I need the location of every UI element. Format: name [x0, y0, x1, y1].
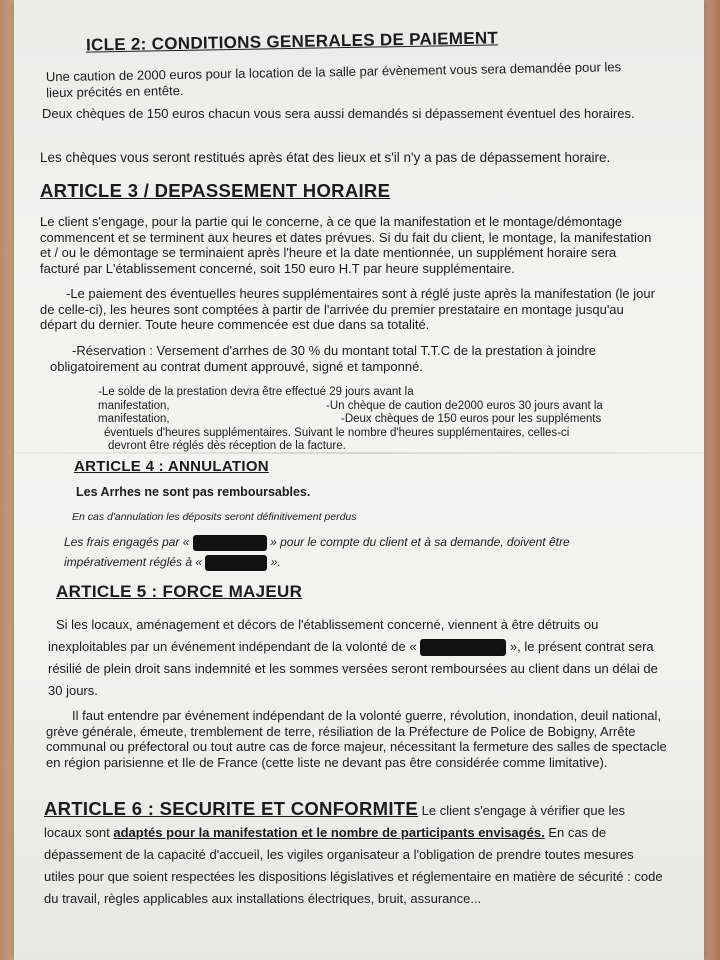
fees-text-c: impérativement réglés à «	[64, 555, 203, 569]
article4-paragraph-3	[64, 532, 624, 572]
fees-text-a: Les frais engagés par «	[64, 535, 190, 549]
article3-paragraph-3: -Réservation : Versement d'arrhes de 30 % du montant total T.T.C de la prestation à joindre obligatoirement au contrat dument approuvé, signé et tamponné.	[50, 343, 596, 374]
safety-text-a: Le client s'engage à vérifier que les locaux sont	[44, 803, 626, 840]
safety-text-c: En cas de dépassement de la capacité d'accueil, les vigiles organisateur a l'obligation de prendre toutes mesures utiles pour que soient respectées les dispositions législatives et réglementaire en matière de sécurité : code du travail, règles applicables aux installations électriques, bruit, assurance...	[44, 825, 663, 906]
p4-line-4: éventuels d'heures supplémentaires. Suivant le nombre d'heures supplémentaires, celles-ci	[104, 426, 570, 439]
article2-paragraph-1: Une caution de 2000 euros pour la location de la salle par évènement vous sera demandée pour les lieux précités en entête.	[45, 59, 622, 100]
fees-text-b: » pour le compte du client et à sa demande, doivent être	[270, 535, 570, 549]
p4-line-3-right: -Deux chèques de 150 euros pour les suppléments	[341, 413, 602, 425]
article5-paragraph-2: Il faut entendre par événement indépendant de la volonté guerre, révolution, inondation, deuil national, grève générale, émeute, tremblement de terre, résiliation de la Préfecture de Police de Bobigny, Arrête communal ou préfectoral ou tout autre cas de force majeur, nécessitant la fermeture des salles de spectacle en région parisienne et Ile de France (cette liste ne devant pas être considérée comme limitative).	[46, 708, 667, 770]
article4-paragraph-2: En cas d'annulation les déposits seront définitivement perdus	[72, 511, 357, 523]
redacted-name	[205, 555, 267, 571]
p4-line-2-left: manifestation,	[98, 399, 170, 412]
p4-line-3	[98, 413, 646, 427]
article6-heading: ARTICLE 6 : SECURITE ET CONFORMITE	[44, 798, 419, 819]
force-majeure-text-a: Si les locaux, aménagement et décors de l'établissement concerné, viennent à être détruits ou inexploitables par un événement indépendant de la volonté de «	[48, 617, 599, 654]
p4-line-3-left: manifestation,	[98, 413, 170, 425]
article3-paragraph-2: -Le paiement des éventuelles heures supplémentaires sont à réglé juste après la manifestation (le jour de celle-ci), les heures sont comptées à partir de l'arrivée du premier prestataire en montage jusqu'au départ du dernier. Toute heure commencée est due dans sa totalité.	[40, 286, 655, 332]
article2-paragraph-3: Les chèques vous seront restitués après état des lieux et s'il n'y a pas de dépassement horaire.	[40, 150, 611, 165]
article3-paragraph-1: Le client s'engage, pour la partie qui le concerne, à ce que la manifestation et le montage/démontage commencent et se terminent aux heures et dates prévues. Si du fait du client, le montage, la manifestation et / ou le démontage se terminaient après l'heure et la date mentionnée, un supplément horaire sera facturé par L'établissement concerné, soit 150 euro H.T par heure supplémentaire.	[40, 214, 652, 276]
article4-paragraph-1: Les Arrhes ne sont pas remboursables.	[76, 485, 311, 499]
article3-heading: ARTICLE 3 / DEPASSEMENT HORAIRE	[40, 180, 391, 201]
article2-paragraph-2: Deux chèques de 150 euros chacun vous sera aussi demandés si dépassement éventuel des horaires.	[42, 106, 635, 121]
article5-heading: ARTICLE 5 : FORCE MAJEUR	[56, 582, 303, 601]
force-majeure-text-b: », le présent contrat sera résilié de plein droit sans indemnité et les sommes versées seront remboursées au client dans un délai de 30 jours.	[48, 639, 658, 698]
article2-heading: ICLE 2: CONDITIONS GENERALES DE PAIEMENT	[85, 28, 499, 55]
article3-paragraph-4	[98, 386, 646, 454]
article6-paragraph	[44, 798, 664, 910]
p4-line-1: -Le solde de la prestation devra être effectué 29 jours avant la	[98, 386, 414, 398]
redacted-name	[193, 535, 267, 551]
article4-heading: ARTICLE 4 : ANNULATION	[74, 458, 269, 475]
p4-line-5: devront être réglés dès réception de la facture.	[108, 440, 346, 452]
p4-line-2	[98, 400, 646, 414]
fees-text-d: ».	[270, 555, 281, 569]
article5-paragraph-1	[48, 614, 668, 702]
p4-line-2-right: -Un chèque de caution de2000 euros 30 jours avant la	[326, 399, 603, 412]
safety-text-emphasis: adaptés pour la manifestation et le nombre de participants envisagés.	[113, 825, 545, 840]
redacted-name	[420, 639, 506, 656]
